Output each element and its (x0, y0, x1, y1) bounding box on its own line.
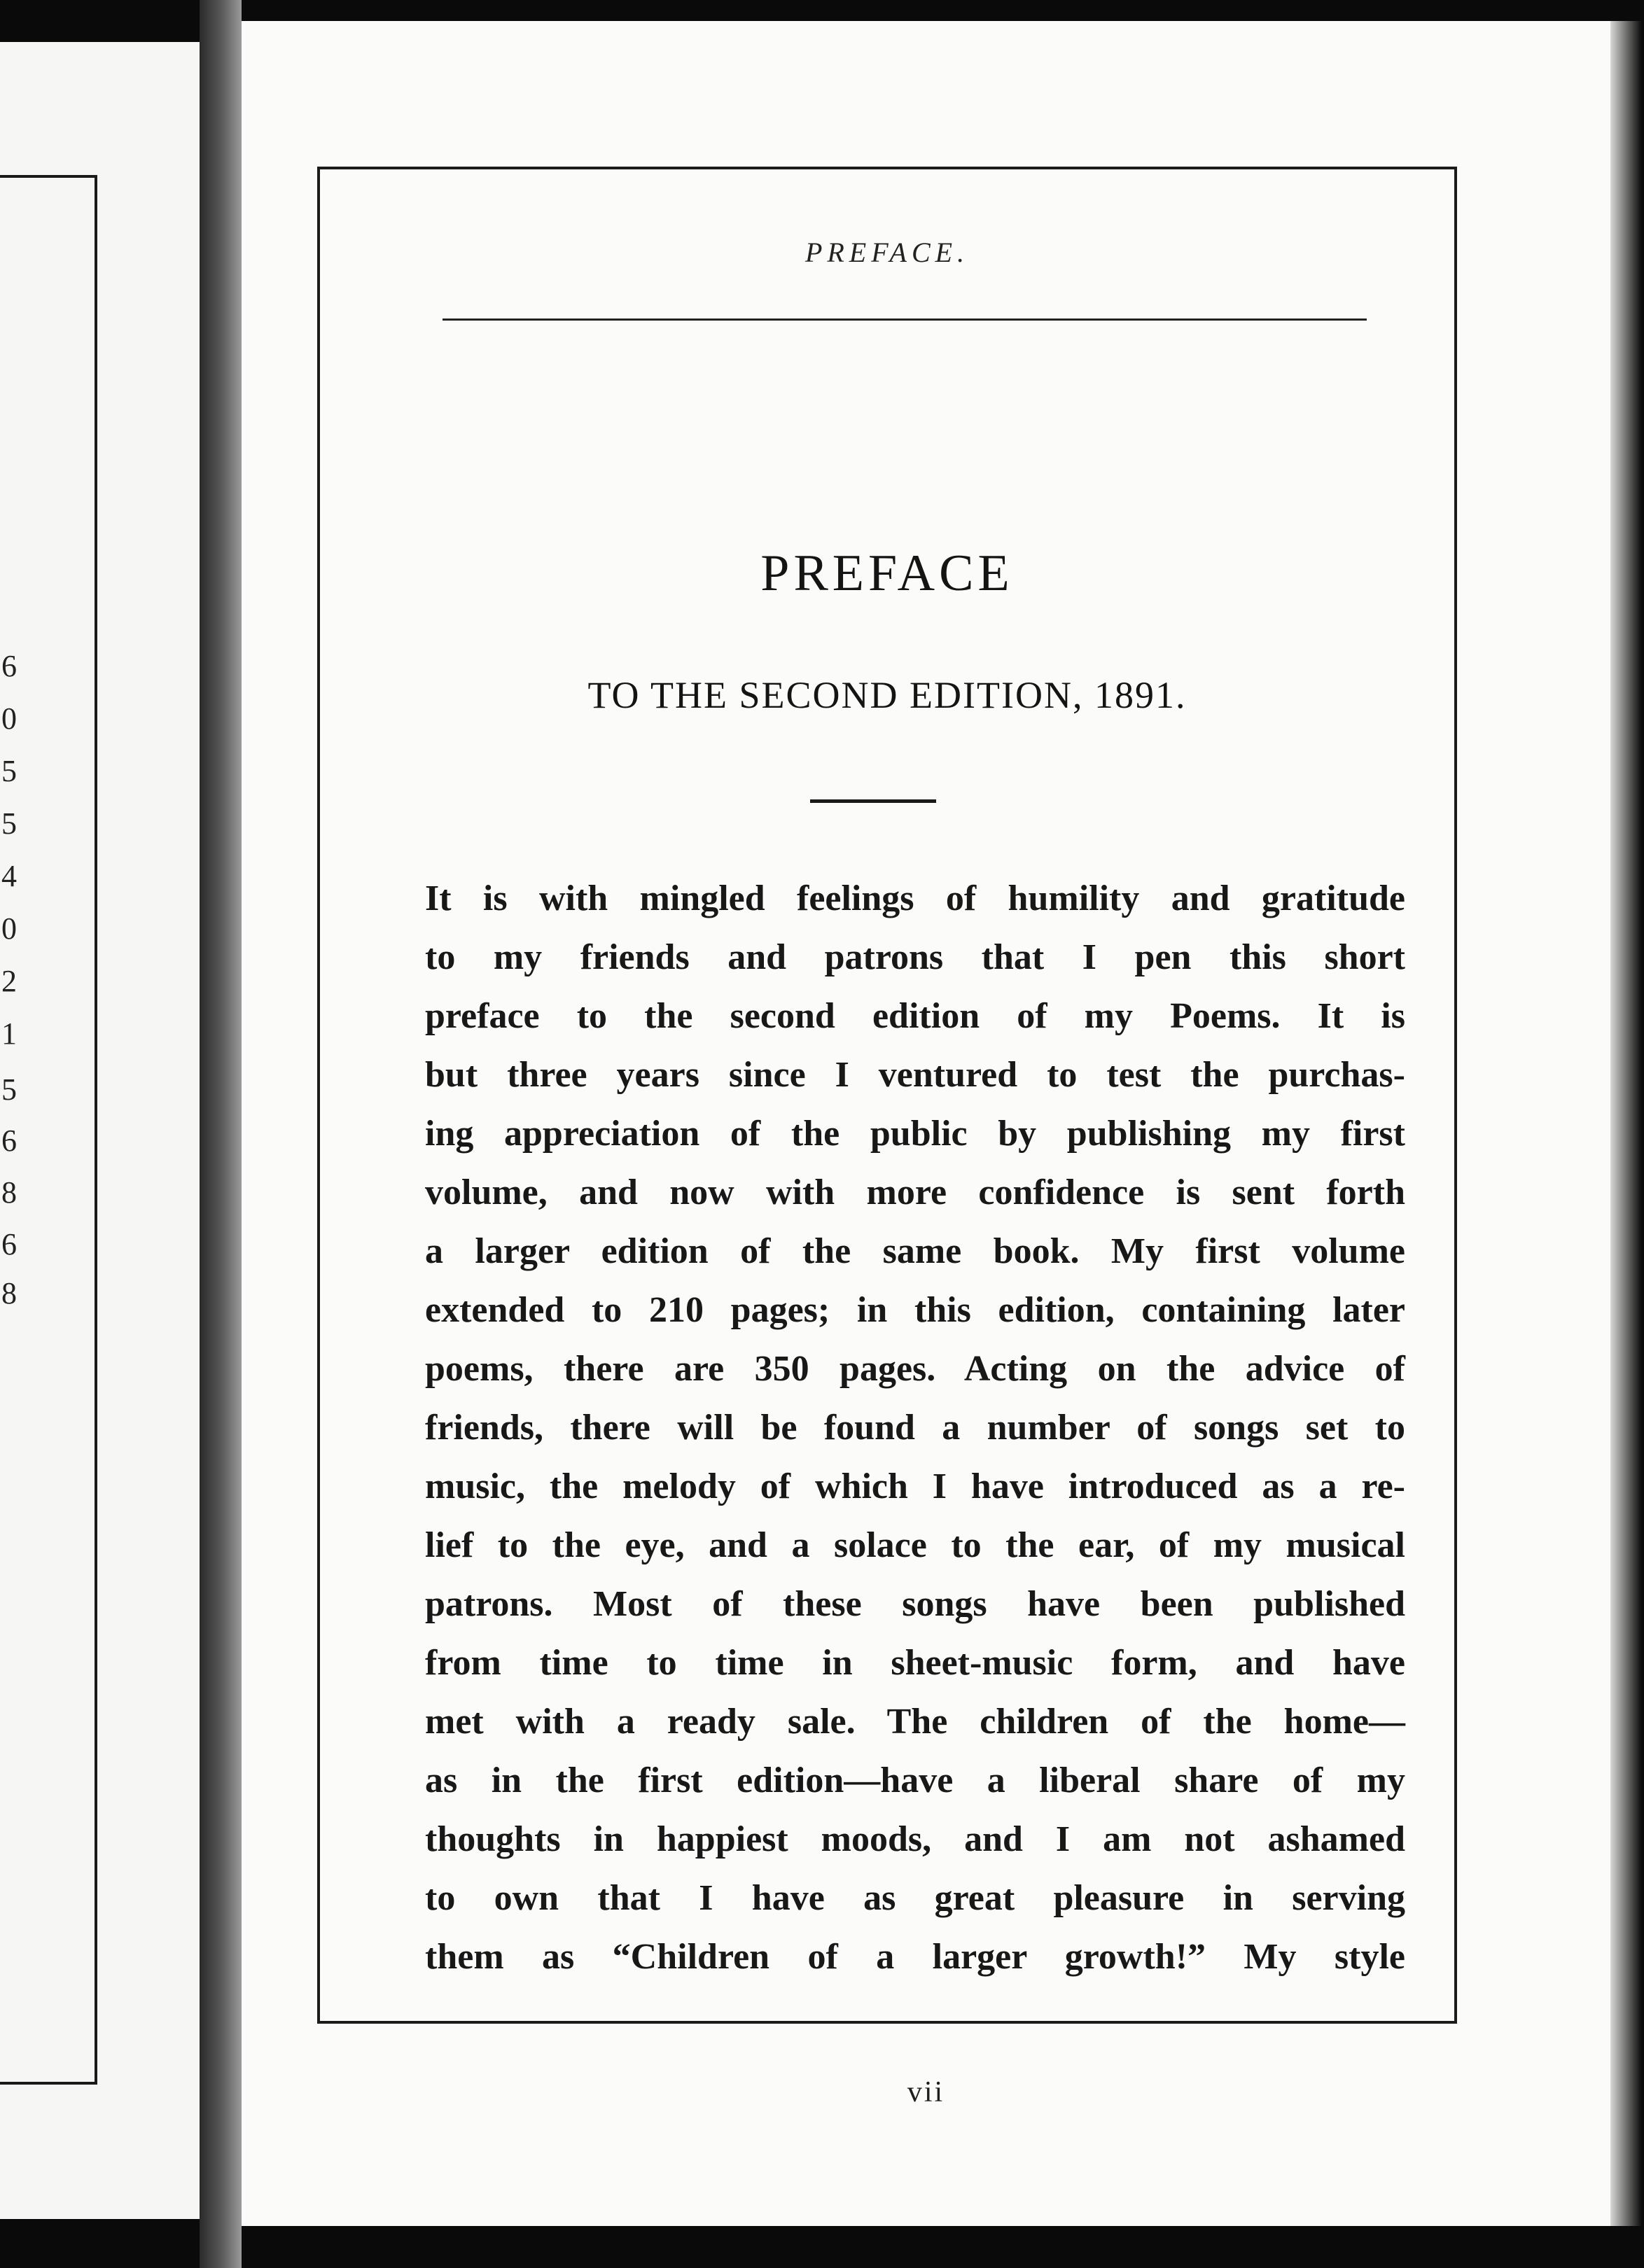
running-head: PREFACE. (804, 237, 970, 268)
text-line: It is with mingled feelings of humility and gratitude (425, 878, 1405, 918)
text-line: friends, there will be found a number of songs set to (425, 1408, 1405, 1448)
previous-page-number: 5 (1, 754, 17, 788)
previous-page-number: 8 (1, 1276, 17, 1310)
text-line: ing appreciation of the public by publishing my first (425, 1114, 1405, 1154)
previous-page-number: 6 (1, 649, 17, 683)
previous-page-number: 1 (1, 1016, 17, 1051)
text-line: from time to time in sheet-music form, and have (425, 1643, 1405, 1683)
previous-page-number: 8 (1, 1175, 17, 1210)
page-title: PREFACE (760, 545, 1014, 602)
text-line: poems, there are 350 pages. Acting on the advice of (425, 1349, 1405, 1389)
text-line: preface to the second edition of my Poems. It is (425, 996, 1405, 1036)
previous-page-number: 0 (1, 911, 17, 946)
text-line: met with a ready sale. The children of the home— (425, 1702, 1405, 1742)
page-border-frame (317, 167, 1457, 2024)
text-line: extended to 210 pages; in this edition, containing later (425, 1290, 1405, 1330)
previous-page-number: 2 (1, 964, 17, 998)
page-number: vii (907, 2076, 945, 2108)
previous-page-number: 0 (1, 701, 17, 736)
text-line: but three years since I ventured to test the purchas- (425, 1055, 1405, 1095)
preface-body (425, 869, 1405, 1987)
text-line: patrons. Most of these songs have been published (425, 1584, 1405, 1624)
text-line: music, the melody of which I have introduced as a re- (425, 1466, 1405, 1506)
text-line: lief to the eye, and a solace to the ear, of my musical (425, 1525, 1405, 1565)
text-line: thoughts in happiest moods, and I am not ashamed (425, 1819, 1405, 1859)
text-line: them as “Children of a larger growth!” My style (425, 1937, 1405, 1977)
running-head-rule (443, 318, 1367, 321)
text-line: as in the first edition—have a liberal share of my (425, 1760, 1405, 1800)
text-line: a larger edition of the same book. My first volume (425, 1231, 1405, 1271)
text-line: volume, and now with more confidence is sent forth (425, 1172, 1405, 1212)
previous-page-number: 5 (1, 806, 17, 841)
page-subtitle: TO THE SECOND EDITION, 1891. (587, 674, 1187, 716)
previous-page-number: 6 (1, 1124, 17, 1158)
previous-page-number: 6 (1, 1227, 17, 1261)
previous-page-number: 5 (1, 1072, 17, 1107)
previous-page-number: 4 (1, 859, 17, 893)
book-page (242, 21, 1610, 2226)
previous-page (0, 42, 200, 2219)
title-rule (810, 799, 936, 803)
book-gutter-shadow (200, 0, 242, 2268)
text-line: to my friends and patrons that I pen this short (425, 937, 1405, 977)
text-line: to own that I have as great pleasure in serving (425, 1878, 1405, 1918)
